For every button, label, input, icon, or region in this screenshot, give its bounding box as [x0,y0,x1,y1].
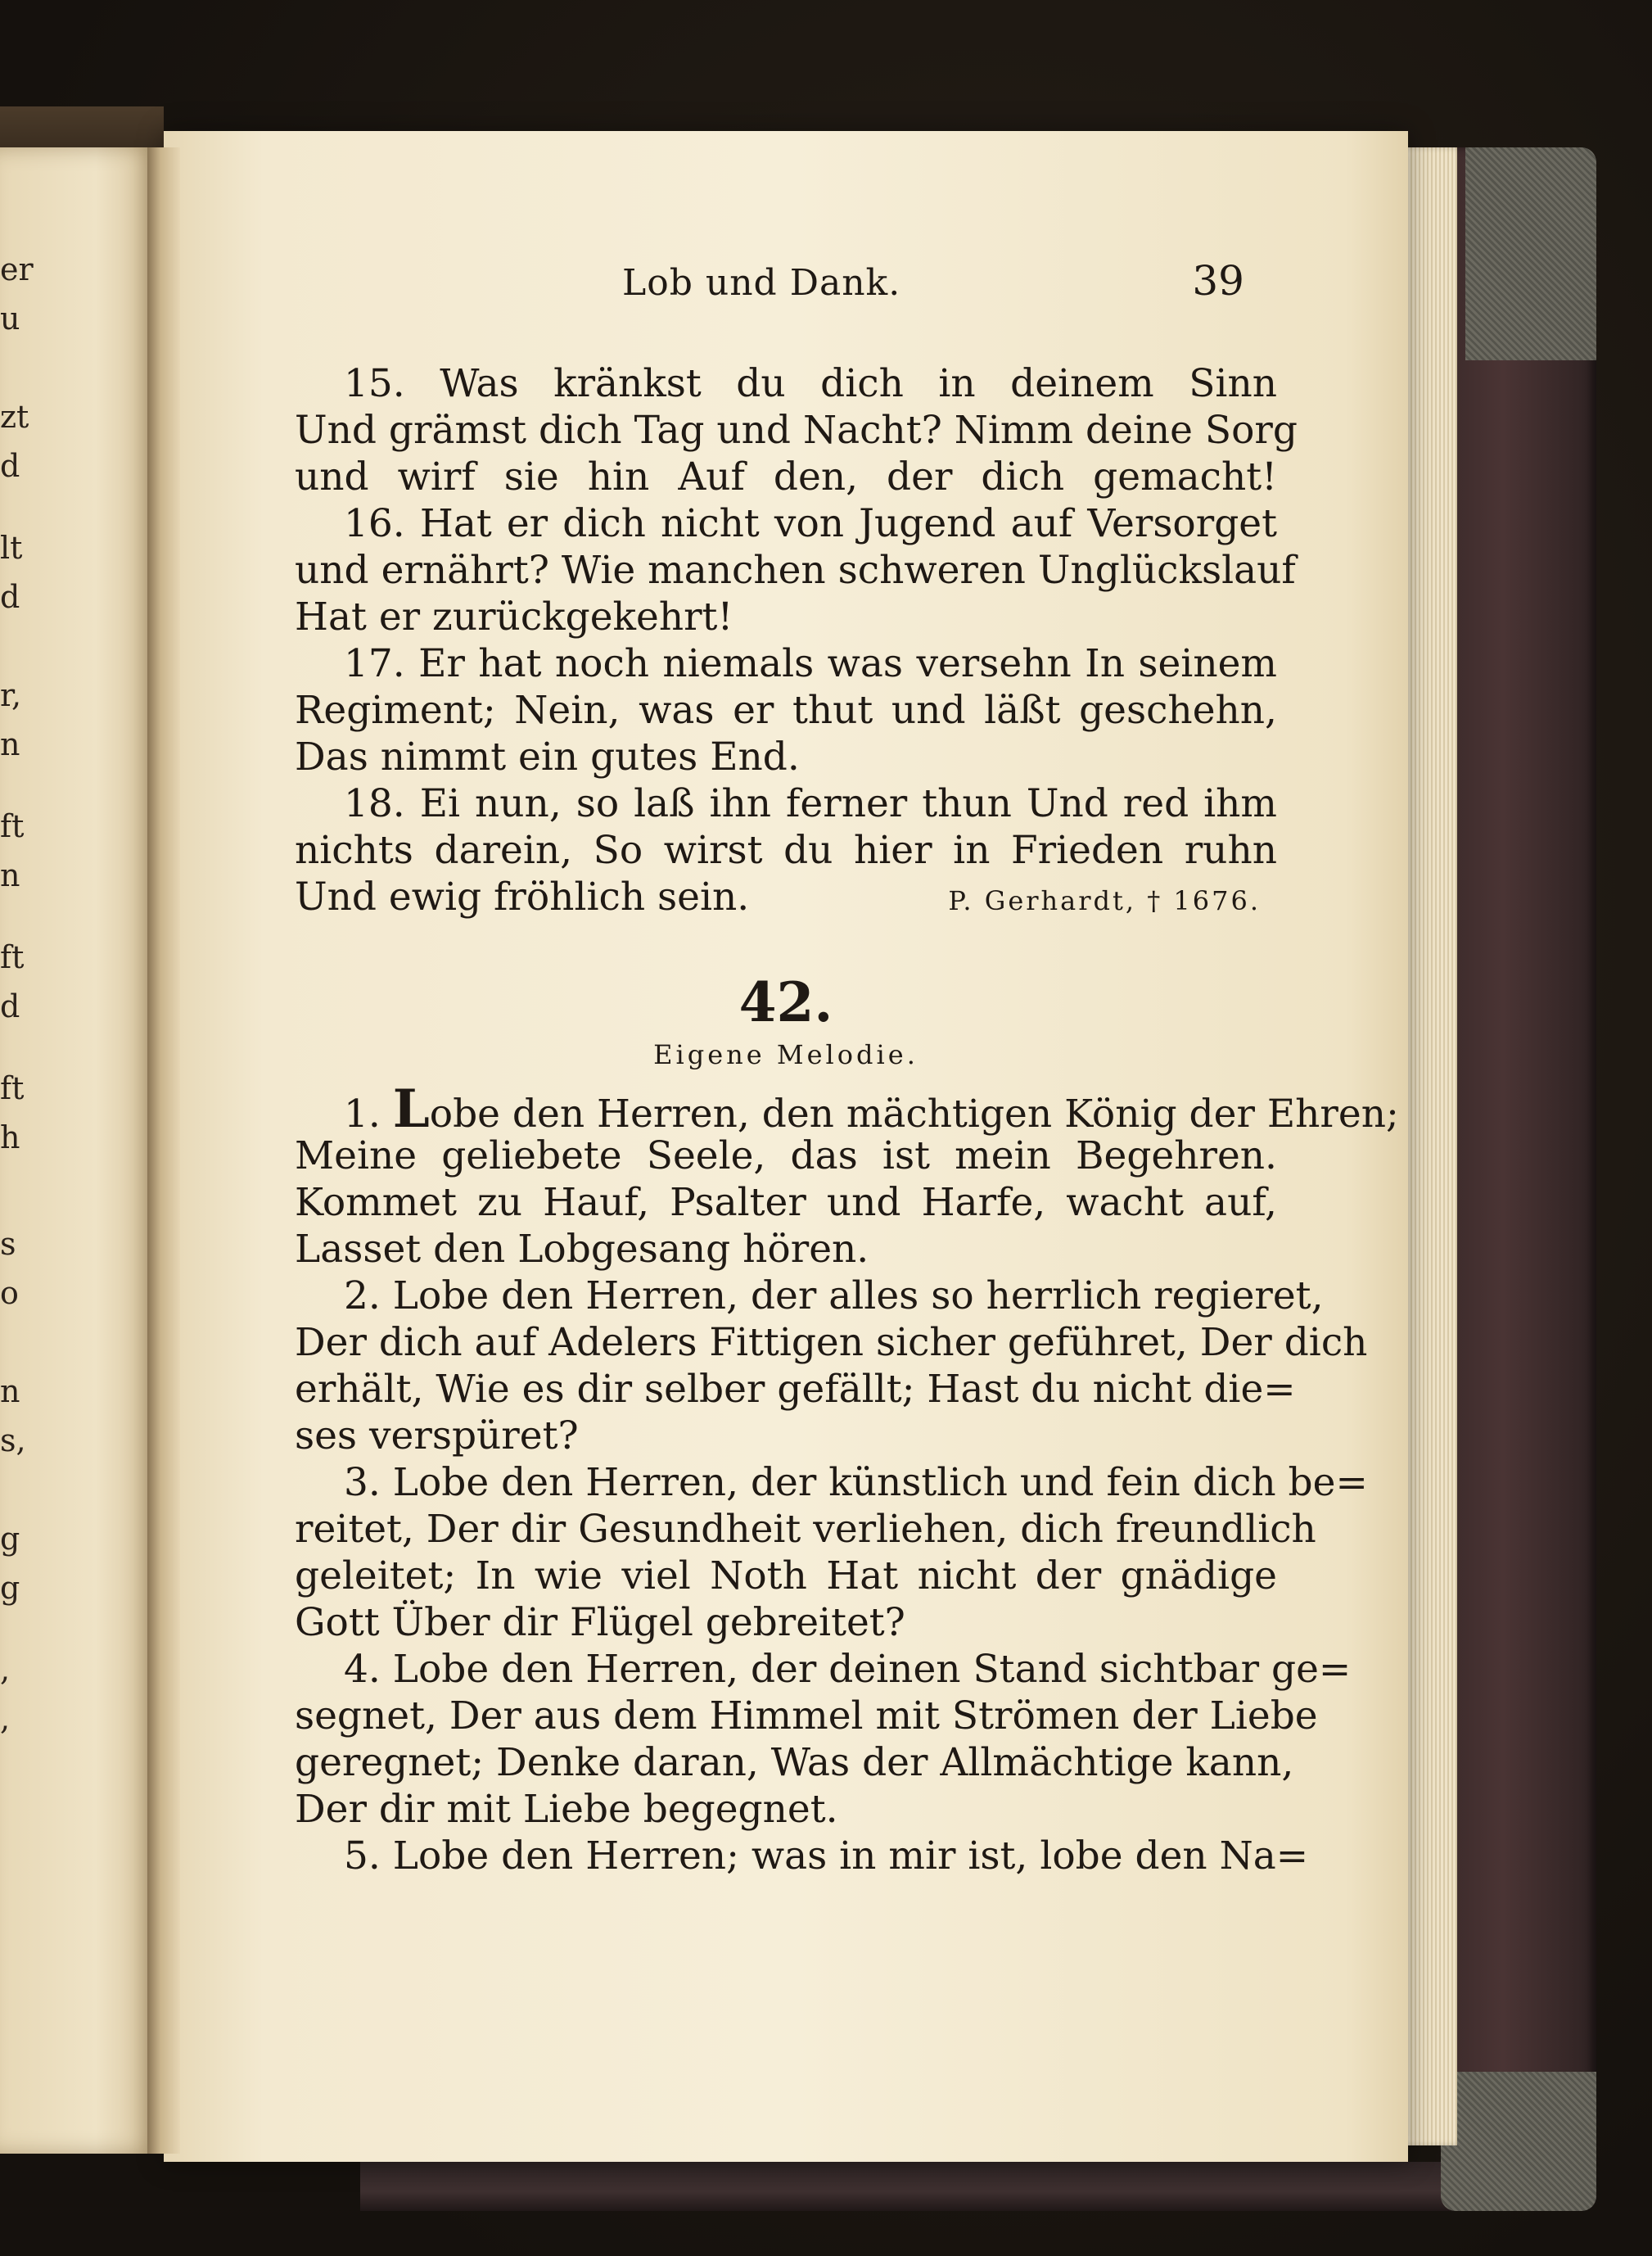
hymn-number: 42. [738,970,833,1034]
left-page-fragment: g [0,1521,20,1557]
cover-bottom-edge [360,2162,1506,2211]
verse-line: Gott Über dir Flügel gebreitet? [295,1600,905,1645]
verse-line: geleitet; In wie viel Noth Hat nicht der gnädige [295,1553,1277,1598]
running-head: Lob und Dank. [622,262,901,304]
left-page-fragment: n [0,726,20,762]
verse-line: Der dir mit Liebe begegnet. [295,1787,838,1832]
left-page-fragment: d [0,448,20,484]
verse-line: Regiment; Nein, was er thut und läßt geschehn, [295,688,1277,733]
verse-line: reitet, Der dir Gesundheit verliehen, dich freundlich [295,1507,1316,1552]
left-page-fragment: , [0,1652,11,1688]
verse-line: geregnet; Denke daran, Was der Allmächtige kann, [295,1740,1294,1785]
page-body [295,360,1399,1879]
verse-line: Der dich auf Adelers Fittigen sicher geführet, Der dich [295,1320,1368,1365]
page-number: 39 [1192,257,1244,305]
verse-line: Das nimmt ein gutes End. [295,735,800,780]
left-page-fragment: g [0,1570,20,1606]
last-verse-line: Und ewig fröhlich sein. [295,875,750,920]
left-page-fragment: u [0,301,20,337]
verse-line: Lasset den Lobgesang hören. [295,1227,869,1272]
verse-line: segnet, Der aus dem Himmel mit Strömen der Liebe [295,1693,1318,1738]
right-cover-board [1441,147,1596,2211]
left-page-fragment: d [0,579,20,615]
left-page-fragment: o [0,1275,19,1311]
left-page-fragment: er [0,251,34,287]
verse-line: 3. Lobe den Herren, der künstlich und fein dich be= [344,1460,1368,1505]
hymn-author: P. Gerhardt, † 1676. [948,885,1261,916]
left-page-fragment: ft [0,1070,25,1106]
verse-line: und wirf sie hin Auf den, der dich gemacht! [295,454,1277,500]
gutter [147,147,180,2154]
verse-line: 15. Was kränkst du dich in deinem Sinn [344,361,1277,406]
left-page-fragment: h [0,1119,20,1155]
verse-line: Hat er zurückgekehrt! [295,595,733,640]
hymn-42-verses [295,1133,1368,1879]
verse-line: 17. Er hat noch niemals was versehn In seinem [344,641,1277,686]
hymn-melody: Eigene Melodie. [653,1039,919,1070]
left-page [0,147,160,2154]
cover-corner-top [1465,147,1596,360]
hymn-42-first-line [295,1078,1399,1140]
verse-line: Meine geliebete Seele, das ist mein Begehren. [295,1133,1277,1178]
left-page-fragment: s [0,1226,16,1262]
verse-line: 2. Lobe den Herren, der alles so herrlich regieret, [344,1273,1324,1318]
left-page-fragment: s, [0,1422,26,1458]
left-page-fragment: zt [0,399,29,435]
left-page-fragment: ft [0,808,25,844]
verse-line: 16. Hat er dich nicht von Jugend auf Versorget [344,501,1277,546]
verse-line: ses verspüret? [295,1413,579,1458]
left-page-fragment: lt [0,530,23,566]
left-page-fragments [0,147,160,2154]
hymn-41-verses [295,360,1298,874]
first-line-text: obe den Herren, den mächtigen König der Ehren; [429,1092,1399,1137]
verse-line: 4. Lobe den Herren, der deinen Stand sichtbar ge= [344,1647,1352,1692]
verse-line: Und grämst dich Tag und Nacht? Nimm deine Sorg [295,408,1298,453]
verse-line: nichts darein, So wirst du hier in Frieden ruhn [295,828,1277,873]
verse-line: 5. Lobe den Herren; was in mir ist, lobe den Na= [344,1833,1309,1878]
drop-cap: L [392,1078,430,1140]
verse-line: 18. Ei nun, so laß ihn ferner thun Und red ihm [344,781,1277,826]
page-header [295,257,1277,311]
left-page-fragment: n [0,1373,20,1409]
cover-corner-bottom [1441,2072,1596,2211]
left-page-fragment: n [0,857,20,893]
left-page-fragment: , [0,1701,11,1737]
left-page-fragment: ft [0,939,25,975]
left-page-fragment: d [0,988,20,1024]
left-page-fragment: r, [0,677,22,713]
verse-line: Kommet zu Hauf, Psalter und Harfe, wacht auf, [295,1180,1277,1225]
hymn-41-last-line [295,874,1277,920]
verse-number: 1. [344,1092,381,1137]
verse-line: und ernährt? Wie manchen schweren Unglückslauf [295,548,1296,593]
verse-line: erhält, Wie es dir selber gefällt; Hast du nicht die= [295,1367,1296,1412]
